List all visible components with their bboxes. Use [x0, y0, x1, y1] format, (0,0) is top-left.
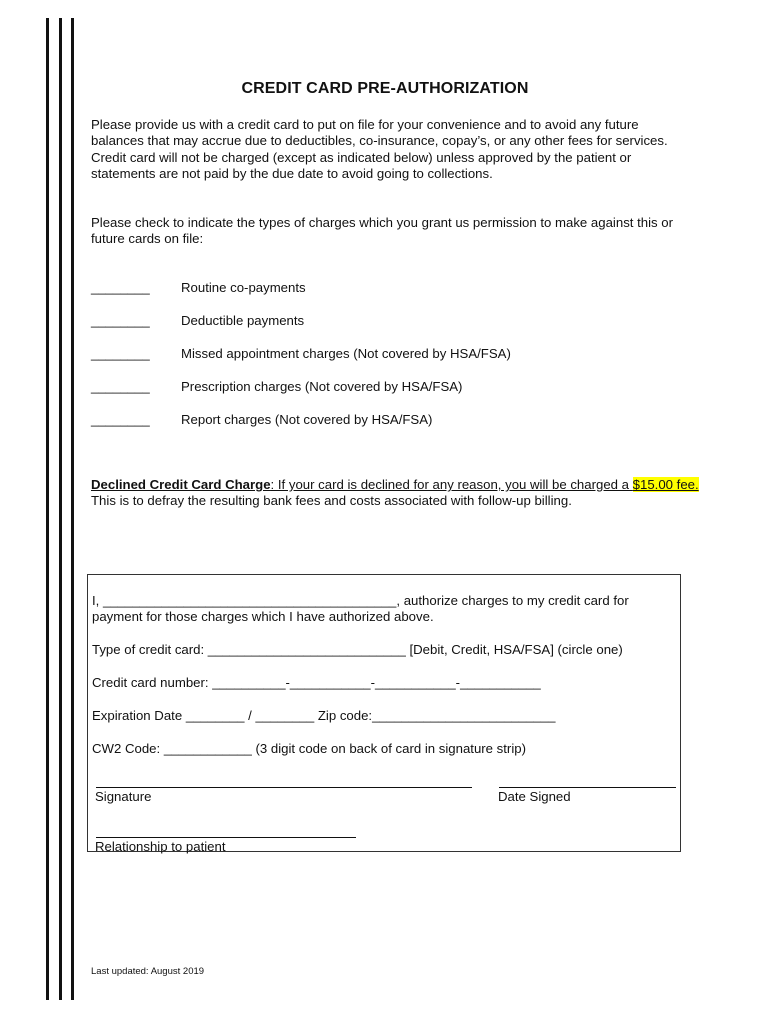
declined-rest: This is to defray the resulting bank fees and costs associated with follow-up billing. [91, 493, 572, 509]
signature-label: Signature [95, 789, 152, 804]
signature-line[interactable] [96, 787, 472, 788]
relationship-label: Relationship to patient [95, 839, 226, 854]
charge-label: Routine co-payments [181, 280, 306, 295]
intro-paragraph: Please provide us with a credit card to put on file for your convenience and to avoid any future balances that may accrue due to deductibles, co-insurance, copay’s, or any other fees for services. Credit card will not be charged (except as indicated below) unless approved by the patient or statements are not paid by the due date to avoid going to collections. [91, 117, 668, 182]
date-signed-line[interactable] [499, 787, 676, 788]
expiration-zip-field[interactable]: Expiration Date ________ / ________ Zip code:_________________________ [92, 708, 556, 723]
authorize-name-line[interactable]: I, ________________________________________, authorize charges to my credit card for [92, 593, 629, 608]
date-signed-label: Date Signed [498, 789, 571, 804]
margin-line-3 [71, 18, 74, 1000]
cw2-code-field[interactable]: CW2 Code: ____________ (3 digit code on back of card in signature strip) [92, 741, 526, 756]
charge-label: Report charges (Not covered by HSA/FSA) [181, 412, 433, 427]
check-blank[interactable]: ________ [91, 412, 150, 427]
check-blank[interactable]: ________ [91, 379, 150, 394]
last-updated: Last updated: August 2019 [91, 966, 205, 977]
permission-paragraph: Please check to indicate the types of charges which you grant us permission to make against this or future cards on file: [91, 215, 674, 247]
charge-label: Deductible payments [181, 313, 305, 328]
declined-heading: Declined Credit Card Charge [91, 477, 271, 492]
check-blank[interactable]: ________ [91, 313, 150, 328]
page-title: CREDIT CARD PRE-AUTHORIZATION [241, 80, 529, 97]
authorize-statement: payment for those charges which I have authorized above. [92, 609, 434, 624]
margin-line-2 [59, 18, 62, 1000]
declined-charge-notice [91, 477, 711, 510]
charge-label: Prescription charges (Not covered by HSA/FSA) [181, 379, 463, 394]
margin-line-1 [46, 18, 49, 1000]
card-number-field[interactable]: Credit card number: __________-___________-___________-___________ [92, 675, 541, 690]
declined-text: : If your card is declined for any reason, you will be charged a [270, 477, 633, 492]
check-blank[interactable]: ________ [91, 346, 150, 361]
charge-label: Missed appointment charges (Not covered by HSA/FSA) [181, 346, 511, 361]
relationship-line[interactable] [96, 837, 356, 838]
card-type-field[interactable]: Type of credit card: ___________________________ [Debit, Credit, HSA/FSA] (circle one) [92, 642, 623, 657]
check-blank[interactable]: ________ [91, 280, 150, 295]
authorization-box [87, 574, 681, 852]
declined-fee: $15.00 fee. [632, 477, 699, 492]
